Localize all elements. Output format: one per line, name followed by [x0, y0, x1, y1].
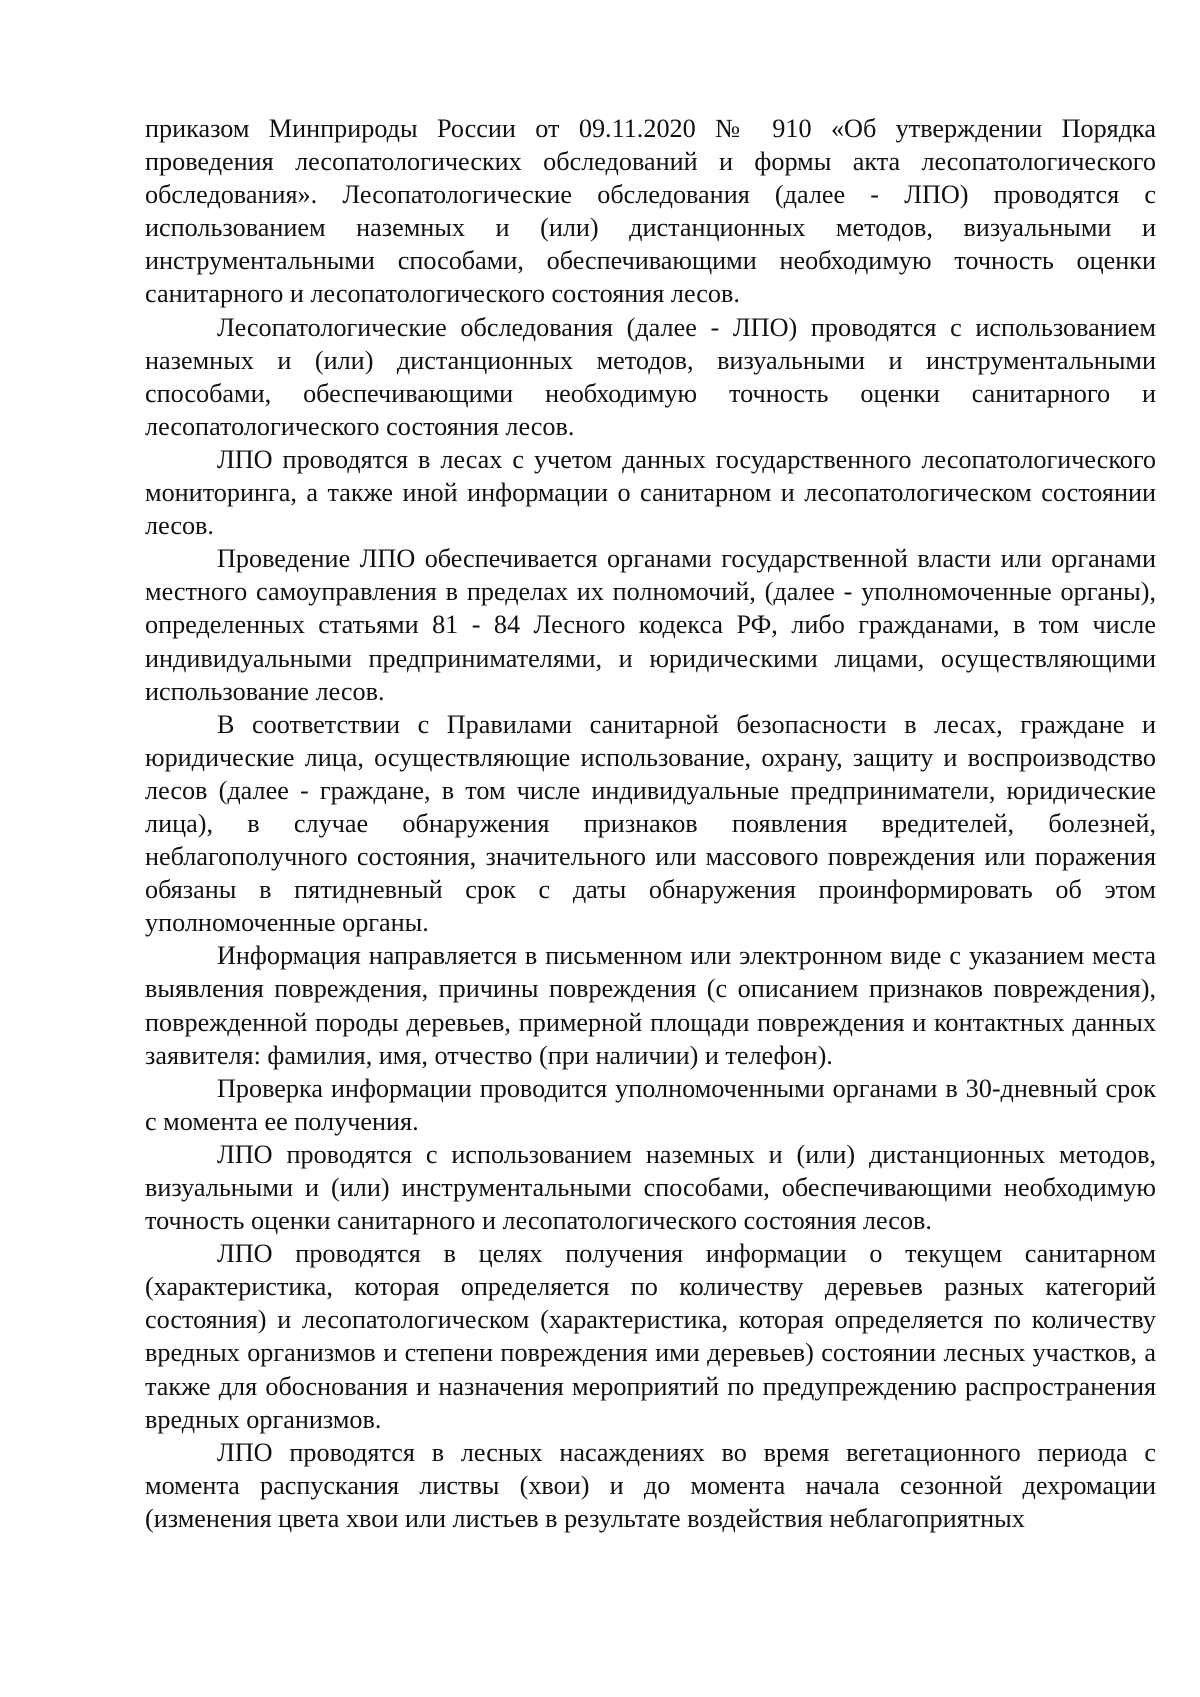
paragraph-information-submission: Информация направляется в письменном или электронном виде с указанием места выявления повреждения, причины повреждения (с описанием признаков повреждения), поврежденной породы деревьев, примерной площади повреждения и контактных данных заявителя: фамилия, имя, отчество (при наличии) и телефон). [145, 941, 1156, 1070]
paragraph-lpo-authorities: Проведение ЛПО обеспечивается органами государственной власти или органами местного самоуправления в пределах их полномочий, (далее - уполномоченные органы), определенных статьями 81 - 84 Лесного кодекса РФ, либо гражданами, в том числе индивидуальными предпринимателями, и юридическими лицами, осуществляющими использование лесов. [145, 544, 1156, 706]
paragraph-information-check: Проверка информации проводится уполномоченными органами в 30-дневный срок с момента ее получения. [145, 1073, 1156, 1136]
paragraph-lpo-methods: ЛПО проводятся с использованием наземных и (или) дистанционных методов, визуальными и (или) инструментальными способами, обеспечивающими необходимую точность оценки санитарного и лесопатологического состояния лесов. [145, 1139, 1156, 1236]
paragraph-lpo-definition: Лесопатологические обследования (далее - ЛПО) проводятся с использованием наземных и (или) дистанционных методов, визуальными и инструментальными способами, обеспечивающими необходимую точность оценки санитарного и лесопатологического состояния лесов. [145, 312, 1156, 441]
paragraph-lpo-purpose: ЛПО проводятся в целях получения информации о текущем санитарном (характеристика, которая определяется по количеству деревьев разных категорий состояния) и лесопатологическом (характеристика, которая определяется по количеству вредных организмов и степени повреждения ими деревьев) состоянии лесных участков, а также для обоснования и назначения мероприятий по предупреждению распространения вредных организмов. [145, 1239, 1156, 1434]
document-body [145, 112, 1156, 1535]
paragraph-sanitary-rules: В соответствии с Правилами санитарной безопасности в лесах, граждане и юридические лица, осуществляющие использование, охрану, защиту и воспроизводство лесов (далее - граждане, в том числе индивидуальные предприниматели, юридические лица), в случае обнаружения признаков появления вредителей, болезней, неблагополучного состояния, значительного или массового повреждения или поражения обязаны в пятидневный срок с даты обнаружения проинформировать об этом уполномоченные органы. [145, 709, 1156, 938]
paragraph-order-reference: приказом Минприроды России от 09.11.2020 № 910 «Об утверждении Порядка проведения лесопатологических обследований и формы акта лесопатологического обследования». Лесопатологические обследования (далее - ЛПО) проводятся с использованием наземных и (или) дистанционных методов, визуальными и инструментальными способами, обеспечивающими необходимую точность оценки санитарного и лесопатологического состояния лесов. [145, 114, 1156, 309]
paragraph-lpo-timing: ЛПО проводятся в лесных насаждениях во время вегетационного периода с момента распускания листвы (хвои) и до момента начала сезонной дехромации (изменения цвета хвои или листьев в результате воздействия неблагоприятных [145, 1437, 1156, 1533]
paragraph-lpo-monitoring: ЛПО проводятся в лесах с учетом данных государственного лесопатологического мониторинга, а также иной информации о санитарном и лесопатологическом состоянии лесов. [145, 444, 1156, 541]
